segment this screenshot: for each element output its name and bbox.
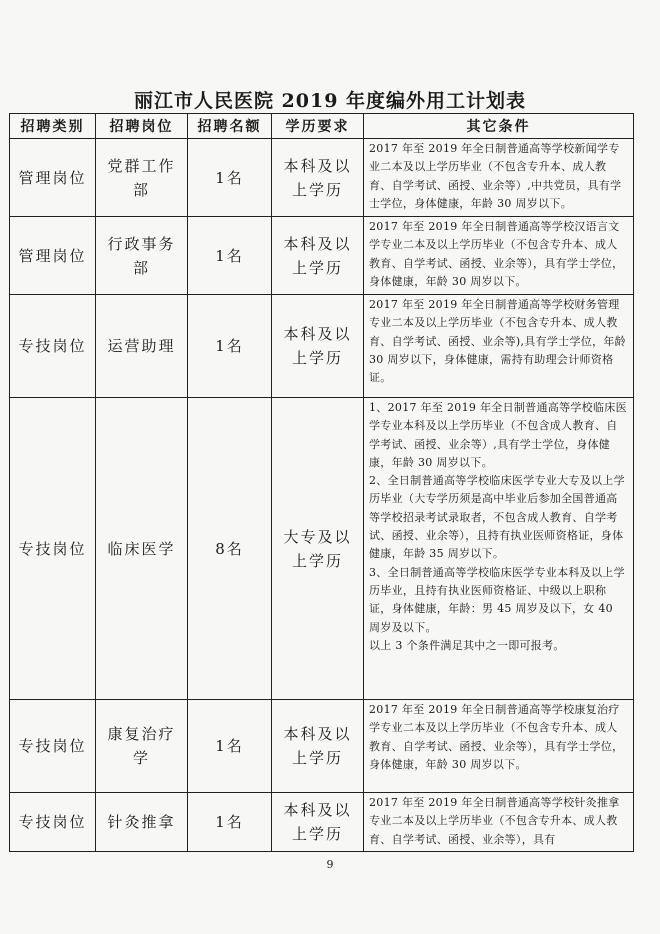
- recruit-quota: 8名: [188, 398, 272, 700]
- recruit-post: 行政事务部: [96, 217, 188, 295]
- table-row: [10, 700, 634, 793]
- recruit-category: 管理岗位: [10, 139, 96, 217]
- recruit-quota: 1名: [188, 700, 272, 793]
- table-row: [10, 793, 634, 852]
- condition-paragraph: 2017 年至 2019 年全日制普通高等学校针灸推拿专业二本及以上学历毕业（不包含专升本、成人教育、自学考试、函授、业余等），具有: [369, 796, 620, 846]
- education-requirement: 本科及以上学历: [272, 700, 364, 793]
- condition-paragraph: 3、全日制普通高等学校临床医学专业本科及以上学历毕业，且持有执业医师资格证、中级以上职称证，身体健康，年龄：男 45 周岁及以下，女 40 周岁及以下。: [369, 565, 625, 634]
- condition-paragraph: 2017 年至 2019 年全日制普通高等学校康复治疗学专业二本及以上学历毕业（不包含专升本、成人教育、自学考试、函授、业余等），具有学士学位，身体健康，年龄 30 周岁以下。: [369, 703, 624, 771]
- recruit-category: 专技岗位: [10, 398, 96, 700]
- recruit-post: 针灸推拿: [96, 793, 188, 852]
- header-quota: 招聘名额: [188, 114, 272, 139]
- recruit-post: 党群工作部: [96, 139, 188, 217]
- education-requirement: 大专及以上学历: [272, 398, 364, 700]
- table-row: [10, 398, 634, 700]
- recruit-quota: 1名: [188, 139, 272, 217]
- recruitment-plan-table: [9, 113, 634, 852]
- condition-paragraph: 2、全日制普通高等学校临床医学专业大专及以上学历毕业（大专学历须是高中毕业后参加全国普通高等学校招录考试录取者，不包含成人教育、自学考试、函授、业余等），且持有执业医师资格证，身体健康，年龄 35 周岁以下。: [369, 474, 625, 561]
- document-title: 丽江市人民医院 2019 年度编外用工计划表: [133, 90, 527, 112]
- header-education: 学历要求: [272, 114, 364, 139]
- other-conditions: [364, 700, 634, 793]
- page-number: 9: [326, 858, 334, 871]
- other-conditions: [364, 398, 634, 700]
- condition-paragraph: 1、2017 年至 2019 年全日制普通高等学校临床医学专业本科及以上学历毕业（不包含成人教育、自学考试、函授、业余等）,具有学士学位，身体健康，年龄 30 周岁以下。: [369, 401, 627, 469]
- recruit-post: 临床医学: [96, 398, 188, 700]
- header-post: 招聘岗位: [96, 114, 188, 139]
- recruit-category: 专技岗位: [10, 793, 96, 852]
- recruit-category: 管理岗位: [10, 217, 96, 295]
- other-conditions: [364, 793, 634, 852]
- condition-paragraph: 2017 年至 2019 年全日制普通高等学校新闻学专业二本及以上学历毕业（不包含专升本、成人教育、自学考试、函授、业余等）,中共党员，具有学士学位，身体健康，年龄 30 周岁以下。: [369, 142, 622, 210]
- table-row: [10, 139, 634, 217]
- education-requirement: 本科及以上学历: [272, 295, 364, 398]
- education-requirement: 本科及以上学历: [272, 139, 364, 217]
- education-requirement: 本科及以上学历: [272, 217, 364, 295]
- education-requirement: 本科及以上学历: [272, 793, 364, 852]
- recruit-quota: 1名: [188, 217, 272, 295]
- header-other-conditions: 其它条件: [364, 114, 634, 139]
- header-category: 招聘类别: [10, 114, 96, 139]
- recruit-post: 康复治疗学: [96, 700, 188, 793]
- recruit-quota: 1名: [188, 793, 272, 852]
- condition-paragraph: 2017 年至 2019 年全日制普通高等学校汉语言文学专业二本及以上学历毕业（不包含专升本、成人教育、自学考试、函授、业余等），具有学士学位，身体健康，年龄 30 周岁以下。: [369, 220, 624, 288]
- table-header-row: [10, 114, 634, 139]
- condition-paragraph: 2017 年至 2019 年全日制普通高等学校财务管理专业二本及以上学历毕业（不包含专升本、成人教育、自学考试、函授、业余等),具有学士学位，年龄 30 周岁以下，身体健康，需持有助理会计师资格证。: [369, 298, 626, 385]
- table-row: [10, 217, 634, 295]
- recruit-category: 专技岗位: [10, 295, 96, 398]
- other-conditions: [364, 139, 634, 217]
- recruit-post: 运营助理: [96, 295, 188, 398]
- other-conditions: [364, 295, 634, 398]
- recruit-category: 专技岗位: [10, 700, 96, 793]
- recruit-quota: 1名: [188, 295, 272, 398]
- other-conditions: [364, 217, 634, 295]
- condition-paragraph: 以上 3 个条件满足其中之一即可报考。: [369, 638, 565, 652]
- table-row: [10, 295, 634, 398]
